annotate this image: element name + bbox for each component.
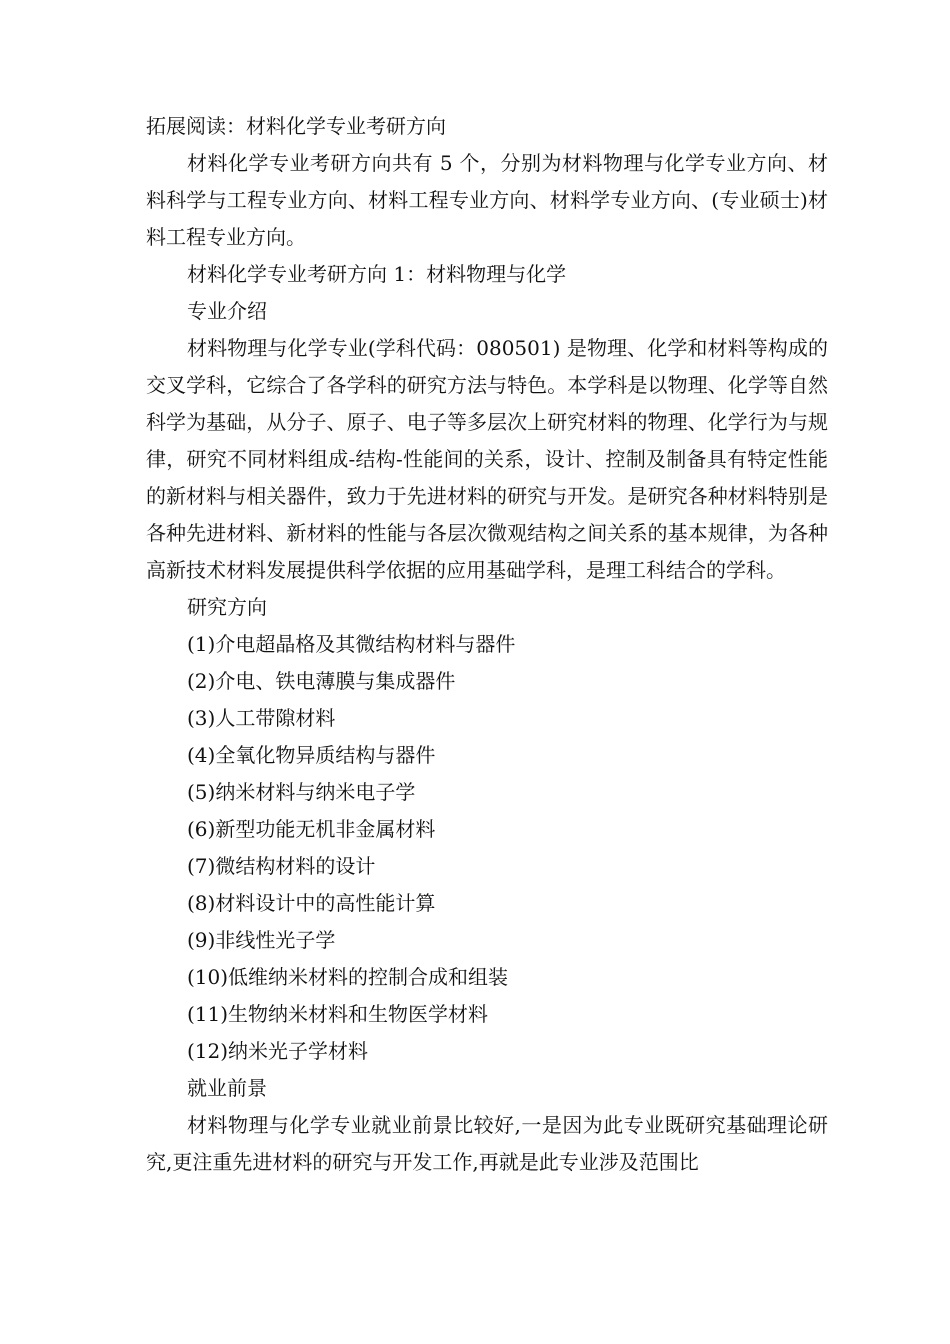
intro-heading: 专业介绍 bbox=[187, 299, 267, 323]
employment-heading: 就业前景 bbox=[187, 1076, 267, 1100]
research-item: (3)人工带隙材料 bbox=[187, 706, 336, 730]
research-heading: 研究方向 bbox=[187, 595, 267, 619]
intro-paragraph: 材料化学专业考研方向共有 5 个，分别为材料物理与化学专业方向、材料科学与工程专业方向、材料工程专业方向、材料学专业方向、(专业硕士)材料工程专业方向。 bbox=[146, 151, 828, 249]
research-item: (8)材料设计中的高性能计算 bbox=[187, 891, 436, 915]
document-body bbox=[146, 108, 828, 1181]
research-item: (11)生物纳米材料和生物医学材料 bbox=[187, 1002, 489, 1026]
direction-1-title: 材料化学专业考研方向 1：材料物理与化学 bbox=[187, 262, 567, 286]
research-item: (2)介电、铁电薄膜与集成器件 bbox=[187, 669, 456, 693]
research-item: (1)介电超晶格及其微结构材料与器件 bbox=[187, 632, 516, 656]
intro-text: 材料物理与化学专业(学科代码：080501) 是物理、化学和材料等构成的交叉学科，它综合了各学科的研究方法与特色。本学科是以物理、化学等自然科学为基础，从分子、原子、电子等多层次上研究材料的物理、化学行为与规律，研究不同材料组成-结构-性能间的关系，设计、控制及制备具有特定性能的新材料与相关器件，致力于先进材料的研究与开发。是研究各种材料特别是各种先进材料、新材料的性能与各层次微观结构之间关系的基本规律，为各种高新技术材料发展提供科学依据的应用基础学科，是理工科结合的学科。 bbox=[146, 336, 828, 582]
research-item: (6)新型功能无机非金属材料 bbox=[187, 817, 436, 841]
research-item: (12)纳米光子学材料 bbox=[187, 1039, 369, 1063]
research-item: (9)非线性光子学 bbox=[187, 928, 336, 952]
research-item: (7)微结构材料的设计 bbox=[187, 854, 376, 878]
extended-reading-heading: 拓展阅读：材料化学专业考研方向 bbox=[146, 114, 446, 138]
research-item: (5)纳米材料与纳米电子学 bbox=[187, 780, 416, 804]
research-item: (10)低维纳米材料的控制合成和组装 bbox=[187, 965, 509, 989]
employment-text: 材料物理与化学专业就业前景比较好,一是因为此专业既研究基础理论研究,更注重先进材料的研究与开发工作,再就是此专业涉及范围比 bbox=[146, 1113, 828, 1174]
research-item: (4)全氧化物异质结构与器件 bbox=[187, 743, 436, 767]
